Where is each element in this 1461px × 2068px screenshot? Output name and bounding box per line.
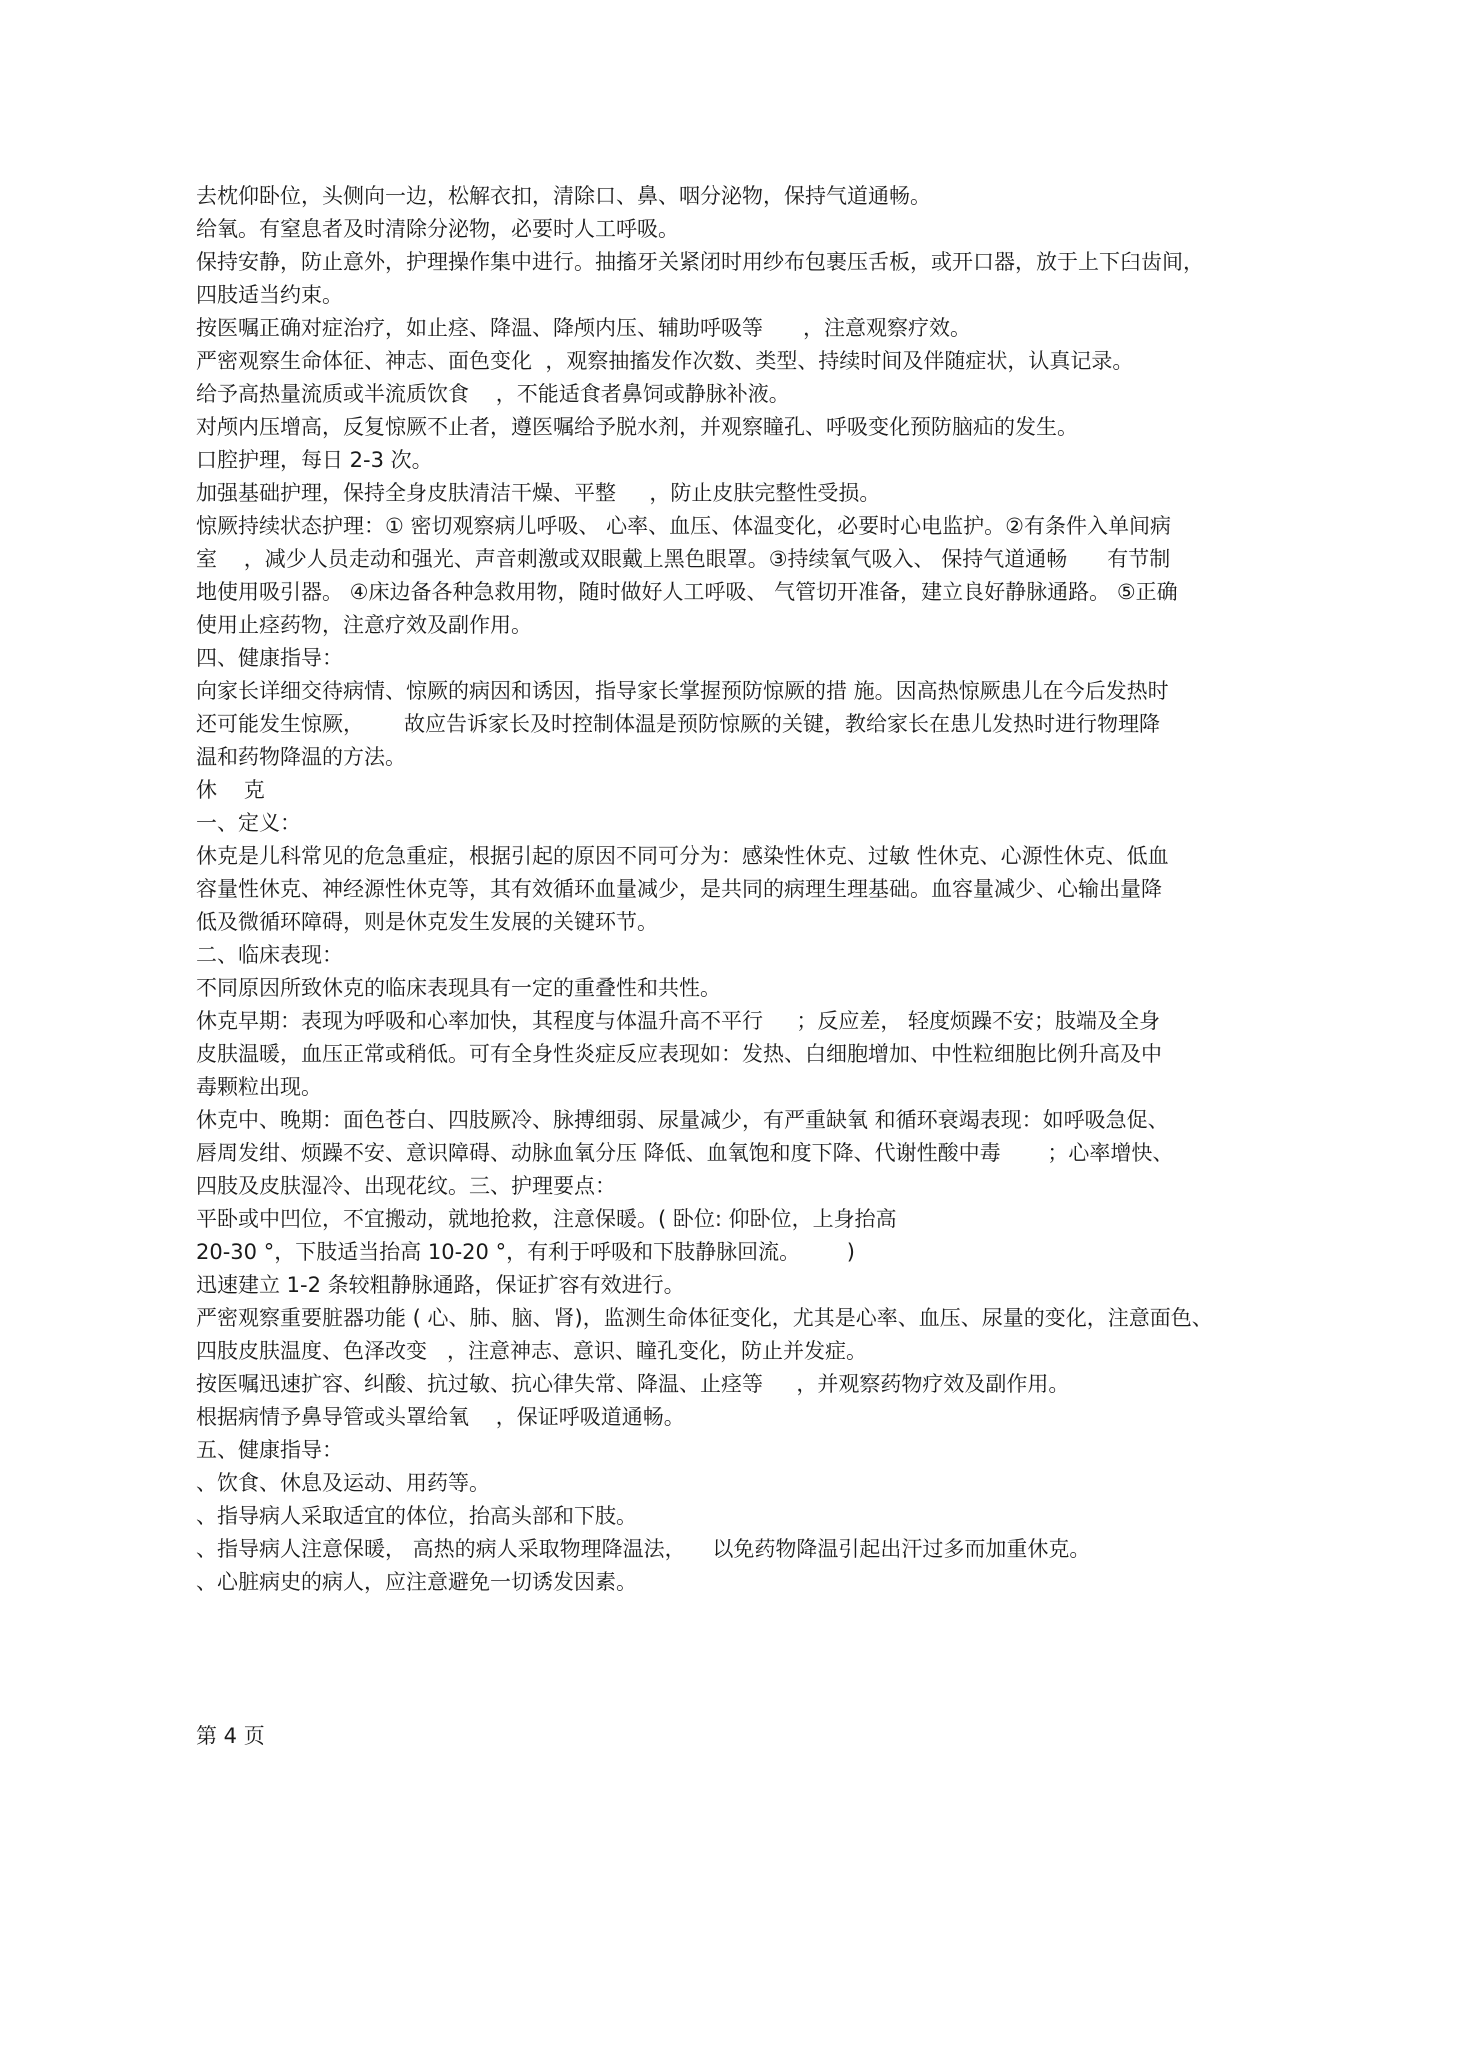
text-line: 、饮食、休息及运动、用药等。	[196, 1471, 490, 1495]
text-line: 平卧或中凹位，不宜搬动，就地抢救，注意保暖。( 卧位: 仰卧位，上身抬高	[196, 1207, 897, 1231]
text-line: 休克是儿科常见的危急重症，根据引起的原因不同可分为：感染性休克、过敏 性休克、心源性休克、低血	[196, 844, 1169, 868]
text-line: 使用止痉药物，注意疗效及副作用。	[196, 613, 532, 637]
text-line: 唇周发绀、烦躁不安、意识障碍、动脉血氧分压 降低、血氧饱和度下降、代谢性酸中毒 ；心率增快、	[196, 1141, 1174, 1165]
text-line: 还可能发生惊厥， 故应告诉家长及时控制体温是预防惊厥的关键，教给家长在患儿发热时进行物理降	[196, 712, 1161, 736]
text-line: 二、临床表现：	[196, 943, 343, 967]
text-line: 按医嘱迅速扩容、纠酸、抗过敏、抗心律失常、降温、止痉等 ，并观察药物疗效及副作用。	[196, 1372, 1070, 1396]
text-line: 、指导病人采取适宜的体位，抬高头部和下肢。	[196, 1504, 637, 1528]
text-line: 去枕仰卧位，头侧向一边，松解衣扣，清除口、鼻、咽分泌物，保持气道通畅。	[196, 184, 931, 208]
text-line: 、指导病人注意保暖， 高热的病人采取物理降温法， 以免药物降温引起出汗过多而加重休克。	[196, 1537, 1091, 1561]
text-line: 一、定义：	[196, 811, 301, 835]
text-line: 休 克	[196, 778, 265, 802]
text-line: 口腔护理，每日 2-3 次。	[196, 448, 433, 472]
text-line: 20-30 °，下肢适当抬高 10-20 °，有利于呼吸和下肢静脉回流。 )	[196, 1240, 855, 1264]
text-line: 地使用吸引器。 ④床边备各种急救用物，随时做好人工呼吸、 气管切开准备，建立良好静脉通路。 ⑤正确	[196, 580, 1178, 604]
text-line: 皮肤温暖，血压正常或稍低。可有全身性炎症反应表现如：发热、白细胞增加、中性粒细胞比例升高及中	[196, 1042, 1162, 1066]
text-line: 严密观察生命体征、神志、面色变化 ，观察抽搐发作次数、类型、持续时间及伴随症状，认真记录。	[196, 349, 1134, 373]
text-line: 加强基础护理，保持全身皮肤清洁干燥、平整 ，防止皮肤完整性受损。	[196, 481, 881, 505]
text-line: 休克中、晚期：面色苍白、四肢厥冷、脉搏细弱、尿量减少，有严重缺氧 和循环衰竭表现：如呼吸急促、	[196, 1108, 1169, 1132]
text-line: 四肢皮肤温度、色泽改变 ，注意神志、意识、瞳孔变化，防止并发症。	[196, 1339, 868, 1363]
text-line: 给氧。有窒息者及时清除分泌物，必要时人工呼吸。	[196, 217, 679, 241]
text-line: 向家长详细交待病情、惊厥的病因和诱因，指导家长掌握预防惊厥的措 施。因高热惊厥患儿在今后发热时	[196, 679, 1169, 703]
text-line: 容量性休克、神经源性休克等，其有效循环血量减少，是共同的病理生理基础。血容量减少、心输出量降	[196, 877, 1162, 901]
document-body	[196, 180, 1286, 1599]
text-line: 四、健康指导：	[196, 646, 343, 670]
text-line: 保持安静，防止意外，护理操作集中进行。抽搐牙关紧闭时用纱布包裹压舌板，或开口器，放于上下臼齿间，	[196, 250, 1204, 274]
text-line: 毒颗粒出现。	[196, 1075, 322, 1099]
text-line: 温和药物降温的方法。	[196, 745, 406, 769]
text-line: 严密观察重要脏器功能 ( 心、肺、脑、肾)，监测生命体征变化，尤其是心率、血压、尿量的变化，注意面色、	[196, 1306, 1213, 1330]
text-line: 给予高热量流质或半流质饮食 ，不能适食者鼻饲或静脉补液。	[196, 382, 790, 406]
text-line: 按医嘱正确对症治疗，如止痉、降温、降颅内压、辅助呼吸等 ，注意观察疗效。	[196, 316, 972, 340]
text-line: 低及微循环障碍，则是休克发生发展的关键环节。	[196, 910, 658, 934]
text-line: 四肢及皮肤湿冷、出现花纹。三、护理要点：	[196, 1174, 616, 1198]
text-line: 休克早期：表现为呼吸和心率加快，其程度与体温升高不平行 ；反应差， 轻度烦躁不安；肢端及全身	[196, 1009, 1161, 1033]
text-line: 迅速建立 1-2 条较粗静脉通路，保证扩容有效进行。	[196, 1273, 685, 1297]
text-line: 、心脏病史的病人，应注意避免一切诱发因素。	[196, 1570, 637, 1594]
text-line: 根据病情予鼻导管或头罩给氧 ，保证呼吸道通畅。	[196, 1405, 685, 1429]
page-number: 第 4 页	[196, 1724, 265, 1748]
text-line: 室 ，减少人员走动和强光、声音刺激或双眼戴上黑色眼罩。③持续氧气吸入、 保持气道通畅 有节制	[196, 547, 1171, 571]
text-line: 五、健康指导：	[196, 1438, 343, 1462]
text-line: 对颅内压增高，反复惊厥不止者，遵医嘱给予脱水剂，并观察瞳孔、呼吸变化预防脑疝的发生。	[196, 415, 1078, 439]
text-line: 不同原因所致休克的临床表现具有一定的重叠性和共性。	[196, 976, 721, 1000]
text-line: 惊厥持续状态护理：① 密切观察病儿呼吸、 心率、血压、体温变化，必要时心电监护。②有条件入单间病	[196, 514, 1171, 538]
text-line: 四肢适当约束。	[196, 283, 343, 307]
